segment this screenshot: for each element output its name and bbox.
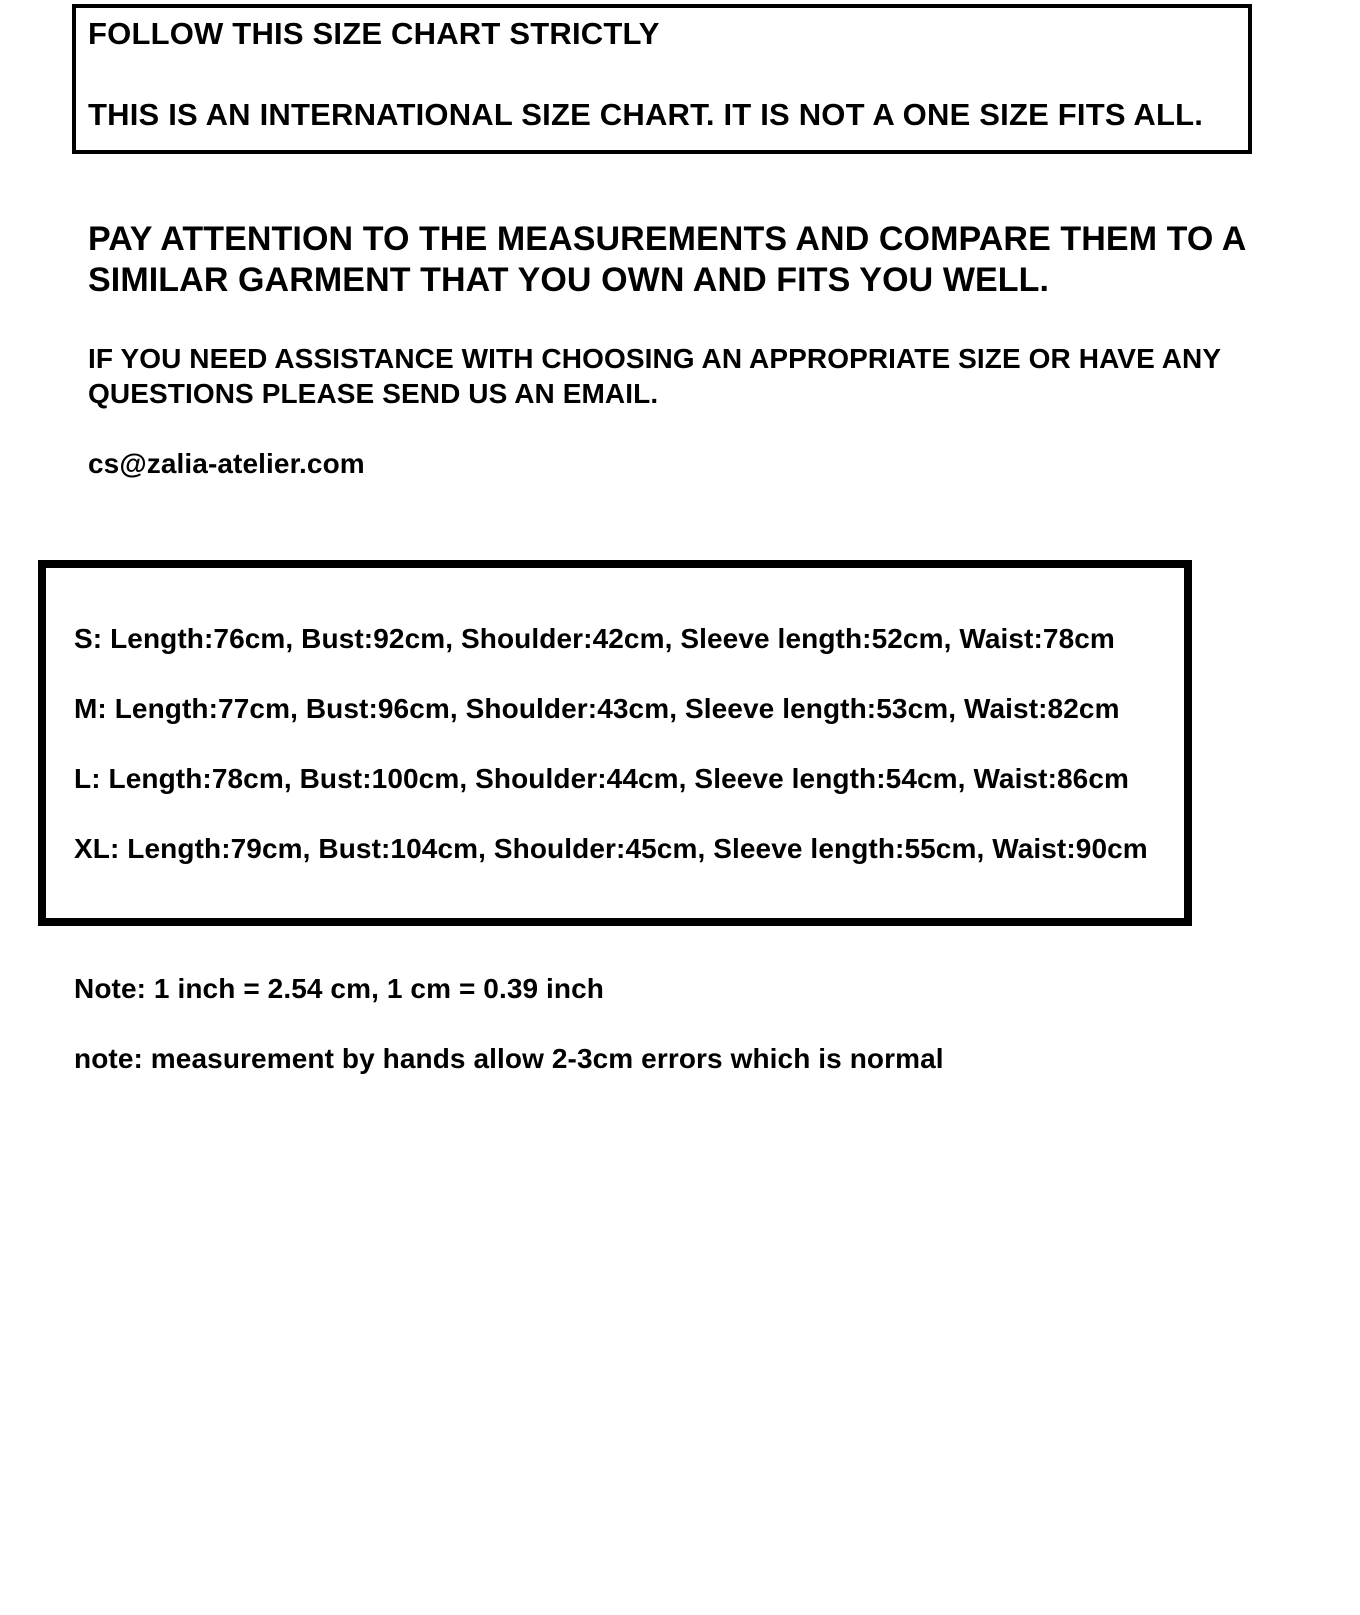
size-chart-box bbox=[38, 560, 1192, 926]
international-size-notice: THIS IS AN INTERNATIONAL SIZE CHART. IT IS NOT A ONE SIZE FITS ALL. bbox=[88, 97, 1204, 132]
contact-email[interactable]: cs@zalia-atelier.com bbox=[88, 448, 365, 479]
follow-chart-heading: FOLLOW THIS SIZE CHART STRICTLY bbox=[88, 16, 660, 51]
assistance-line-1: IF YOU NEED ASSISTANCE WITH CHOOSING AN APPROPRIATE SIZE OR HAVE ANY bbox=[88, 343, 1222, 374]
size-row-m: M: Length:77cm, Bust:96cm, Shoulder:43cm, Sleeve length:53cm, Waist:82cm bbox=[74, 693, 1120, 724]
size-row-l: L: Length:78cm, Bust:100cm, Shoulder:44cm, Sleeve length:54cm, Waist:86cm bbox=[74, 763, 1130, 794]
attention-line-2: SIMILAR GARMENT THAT YOU OWN AND FITS YOU WELL. bbox=[88, 261, 1050, 299]
size-row-s: S: Length:76cm, Bust:92cm, Shoulder:42cm, Sleeve length:52cm, Waist:78cm bbox=[74, 623, 1115, 654]
conversion-note: Note: 1 inch = 2.54 cm, 1 cm = 0.39 inch bbox=[74, 973, 605, 1004]
measurement-error-note: note: measurement by hands allow 2-3cm errors which is normal bbox=[74, 1043, 944, 1074]
assistance-line-2: QUESTIONS PLEASE SEND US AN EMAIL. bbox=[88, 378, 659, 409]
attention-line-1: PAY ATTENTION TO THE MEASUREMENTS AND COMPARE THEM TO A bbox=[88, 220, 1247, 258]
size-row-xl: XL: Length:79cm, Bust:104cm, Shoulder:45cm, Sleeve length:55cm, Waist:90cm bbox=[74, 833, 1148, 864]
